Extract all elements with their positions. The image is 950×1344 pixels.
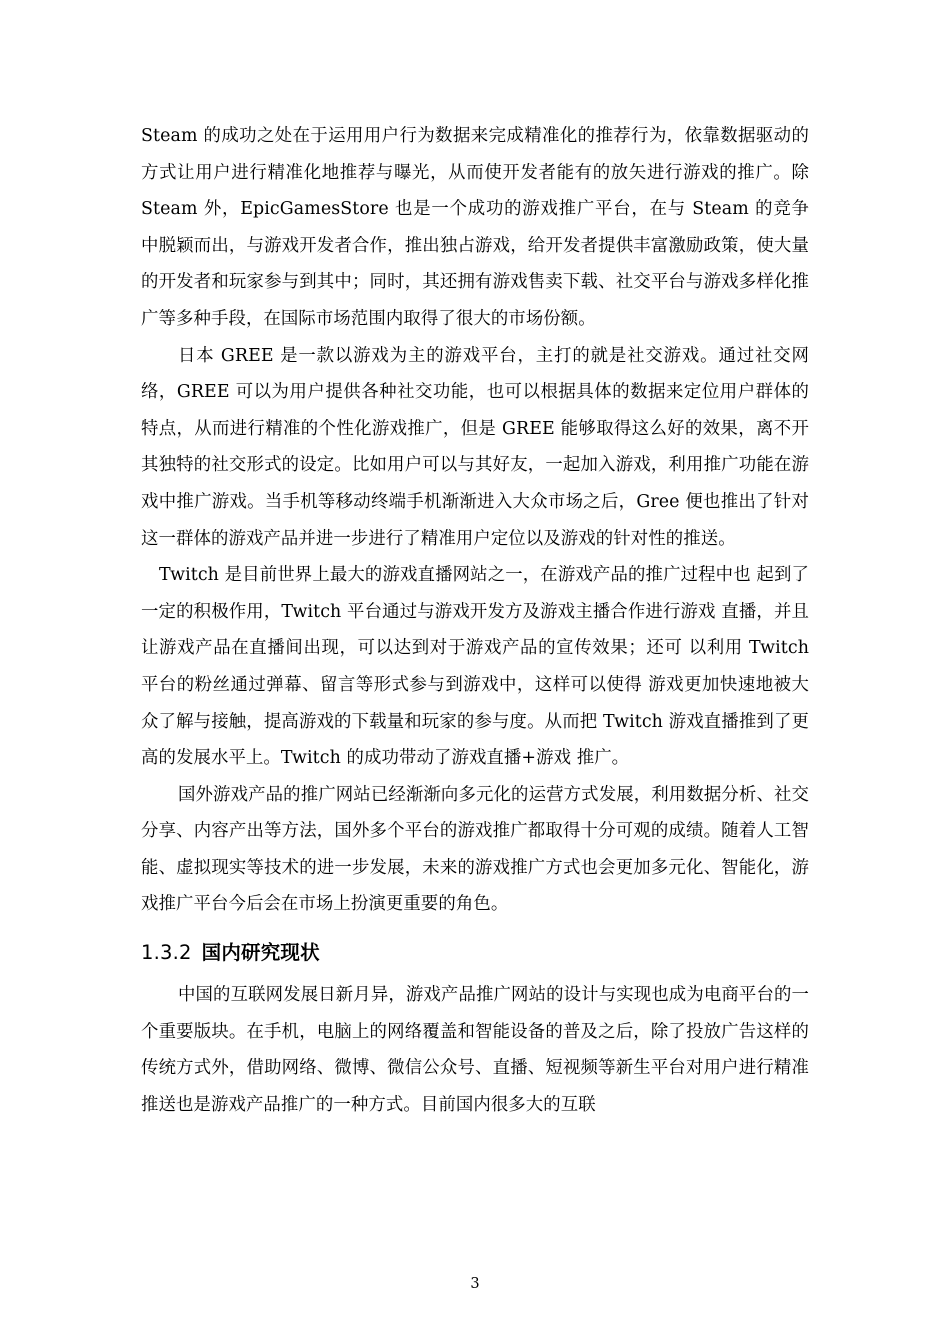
paragraph-5: 中国的互联网发展日新月异，游戏产品推广网站的设计与实现也成为电商平台的一个重要版块。在手机，电脑上的网络覆盖和智能设备的普及之后，除了投放广告这样的传统方式外，借助网络、微博、微信公众号、直播、短视频等新生平台对用户进行精准推送也是游戏产品推广的一种方式。目前国内很多大的互联 [141, 985, 809, 1115]
section-heading-text: 国内研究现状 [201, 941, 320, 965]
section-heading-number: 1.3.2 [141, 941, 192, 965]
page-content [141, 118, 809, 1123]
page-number: 3 [470, 1276, 480, 1292]
section-heading [141, 933, 809, 973]
paragraph-1: Steam 的成功之处在于运用用户行为数据来完成精准化的推荐行为，依靠数据驱动的方式让用户进行精准化地推荐与曝光，从而使开发者能有的放矢进行游戏的推广。除 Steam 外，EpicGamesStore 也是一个成功的游戏推广平台，在与 Steam 的竞争中脱颖而出，与游戏开发者合作，推出独占游戏，给开发者提供丰富激励政策，使大量的开发者和玩家参与到其中；同时，其还拥有游戏售卖下载、社交平台与游戏多样化推广等多种手段，在国际市场范围内取得了很大的市场份额。 [141, 126, 809, 329]
paragraph-3: Twitch 是目前世界上最大的游戏直播网站之一，在游戏产品的推广过程中也 起到了一定的积极作用，Twitch 平台通过与游戏开发方及游戏主播合作进行游戏 直播，并且让游戏产品在直播间出现，可以达到对于游戏产品的宣传效果；还可 以利用 Twitch 平台的粉丝通过弹幕、留言等形式参与到游戏中，这样可以使得 游戏更加快速地被大众了解与接触，提高游戏的下载量和玩家的参与度。从而把 Twitch 游戏直播推到了更高的发展水平上。Twitch 的成功带动了游戏直播+游戏 推广。 [141, 565, 809, 769]
paragraph-2: 日本 GREE 是一款以游戏为主的游戏平台，主打的就是社交游戏。通过社交网络，GREE 可以为用户提供各种社交功能，也可以根据具体的数据来定位用户群体的特点，从而进行精准的个性化游戏推广，但是 GREE 能够取得这么好的效果，离不开其独特的社交形式的设定。比如用户可以与其好友，一起加入游戏，利用推广功能在游戏中推广游戏。当手机等移动终端手机渐渐进入大众市场之后，Gree 便也推出了针对这一群体的游戏产品并进一步进行了精准用户定位以及游戏的针对性的推送。 [141, 345, 809, 549]
paragraph-4: 国外游戏产品的推广网站已经渐渐向多元化的运营方式发展，利用数据分析、社交分享、内容产出等方法，国外多个平台的游戏推广都取得十分可观的成绩。随着人工智能、虚拟现实等技术的进一步发展，未来的游戏推广方式也会更加多元化、智能化，游戏推广平台今后会在市场上扮演更重要的角色。 [141, 784, 809, 915]
